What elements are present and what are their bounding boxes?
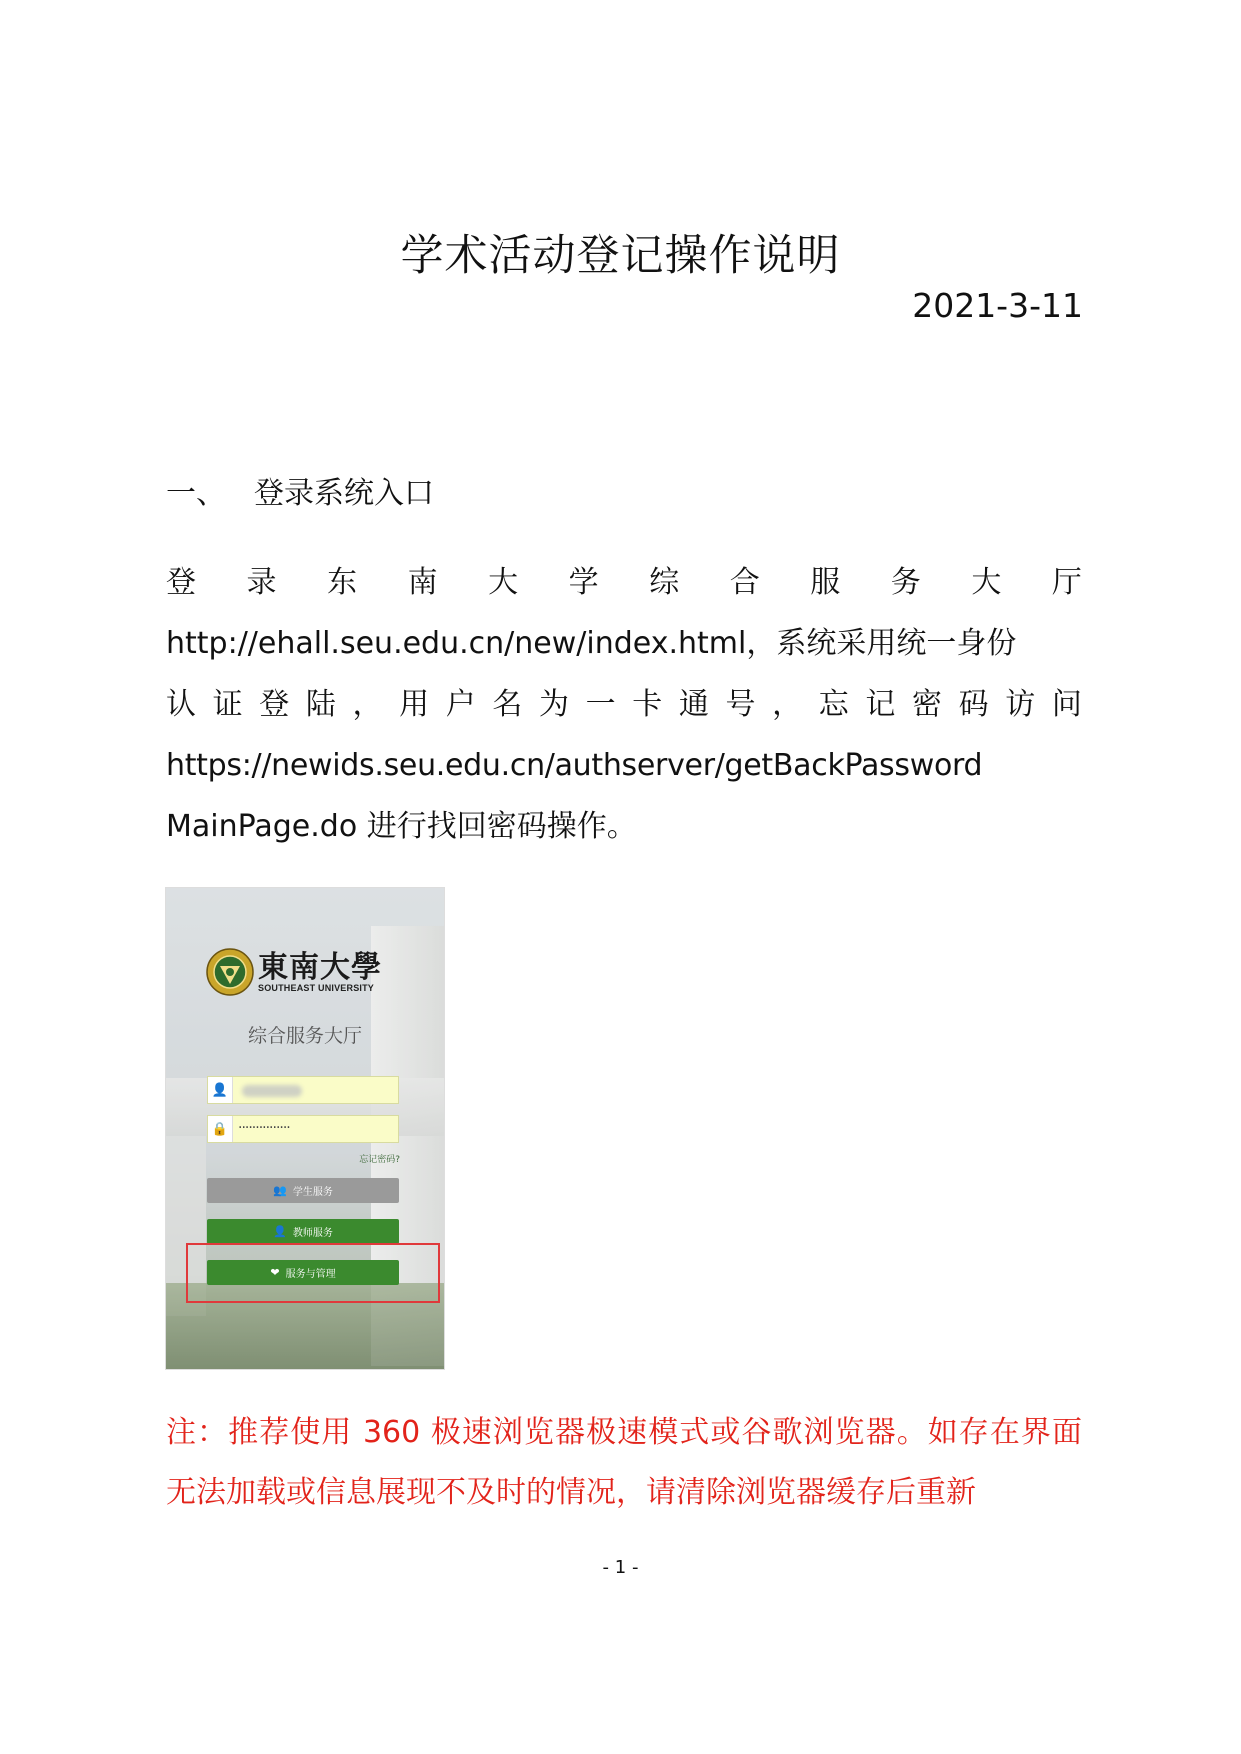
service-management-label: 服务与管理 (285, 1269, 336, 1280)
login-portal-screenshot (165, 887, 445, 1370)
lock-icon: 🔒 (208, 1116, 233, 1142)
page-number: - 1 - (602, 1557, 639, 1578)
paragraph-char: 一 (585, 687, 616, 722)
instruction-paragraph (166, 552, 1082, 857)
paragraph-line-5-suffix: 进行找回密码操作。 (357, 809, 637, 844)
paragraph-char: 认 (166, 687, 196, 722)
teacher-service-label: 教师服务 (292, 1228, 333, 1239)
user-icon: 👤 (208, 1077, 233, 1103)
paragraph-char: 陆 (305, 687, 336, 722)
portal-name: 综合服务大厅 (247, 1025, 362, 1047)
teacher-service-button[interactable] (207, 1219, 399, 1244)
paragraph-char: 访 (1005, 687, 1036, 722)
paragraph-line-3 (166, 674, 1082, 735)
password-field[interactable] (207, 1115, 399, 1143)
paragraph-char: 码 (958, 687, 989, 722)
blurred-username (242, 1085, 302, 1097)
paragraph-char: 服 (810, 565, 841, 600)
username-field[interactable] (207, 1076, 399, 1104)
university-seal-icon (206, 948, 254, 996)
paragraph-char: 录 (246, 565, 277, 600)
paragraph-line-2 (166, 613, 1082, 674)
paragraph-char: 学 (568, 565, 599, 600)
password-reset-url-link-continued[interactable]: MainPage.do (166, 809, 358, 844)
section-heading (166, 468, 434, 512)
highlight-box (186, 1243, 440, 1303)
paragraph-char: 问 (1051, 687, 1082, 722)
paragraph-line-1 (166, 552, 1082, 613)
paragraph-char: 号 (725, 687, 756, 722)
student-service-button[interactable] (207, 1178, 399, 1203)
paragraph-char: 南 (407, 565, 438, 600)
student-service-label: 学生服务 (292, 1187, 333, 1198)
forgot-password-link[interactable]: 忘记密码? (359, 1155, 400, 1165)
note-browser-number: 360 (362, 1415, 421, 1450)
logo-text (258, 951, 382, 993)
teacher-icon: 👤 (273, 1225, 287, 1238)
browser-note (166, 1403, 1082, 1523)
university-logo (206, 948, 382, 996)
paragraph-char: 户 (445, 687, 476, 722)
paragraph-char: ， (352, 687, 383, 722)
section-title: 登录系统入口 (254, 476, 434, 511)
paragraph-char: 卡 (632, 687, 663, 722)
document-title: 学术活动登记操作说明 (400, 231, 841, 281)
paragraph-char: 忘 (818, 687, 849, 722)
note-prefix: 注：推荐使用 (166, 1415, 363, 1450)
paragraph-char: 密 (912, 687, 942, 722)
paragraph-char: 记 (865, 687, 896, 722)
paragraph-char: 证 (212, 687, 243, 722)
paragraph-char: 名 (492, 687, 523, 722)
paragraph-char: 用 (399, 687, 430, 722)
paragraph-char: 东 (327, 565, 358, 600)
note-text: 极速浏览器极速模式或谷歌浏览器。如存在界面无法加载或信息展现不及时的情况，请清除浏览器缓存后重新 (166, 1415, 1082, 1510)
paragraph-char: 综 (649, 565, 680, 600)
paragraph-char: 登 (166, 565, 196, 600)
document-date: 2021-3-11 (912, 286, 1083, 325)
ehall-url-link[interactable]: http://ehall.seu.edu.cn/new/index.html (166, 626, 747, 661)
paragraph-char: ， (772, 687, 803, 722)
password-mask: ··············· (238, 1120, 290, 1136)
paragraph-char: 大 (488, 565, 519, 600)
paragraph-char: 大 (971, 565, 1002, 600)
heart-icon: ❤ (270, 1266, 280, 1279)
student-icon: 👥 (273, 1184, 287, 1197)
paragraph-char: 合 (729, 565, 760, 600)
logo-english-name: SOUTHEAST UNIVERSITY (258, 983, 375, 993)
paragraph-char: 通 (678, 687, 709, 722)
paragraph-char: 为 (539, 687, 569, 722)
password-reset-url-link[interactable]: https://newids.seu.edu.cn/authserver/getBackPassword (166, 748, 983, 783)
paragraph-char: 厅 (1051, 565, 1082, 600)
paragraph-char: 登 (259, 687, 290, 722)
paragraph-line-2-suffix: ，系统采用统一身份 (746, 626, 1017, 661)
paragraph-char: 务 (890, 565, 921, 600)
paragraph-line-5 (166, 796, 1082, 857)
logo-chinese-name: 東南大學 (258, 950, 382, 985)
section-number: 一、 (166, 476, 226, 511)
